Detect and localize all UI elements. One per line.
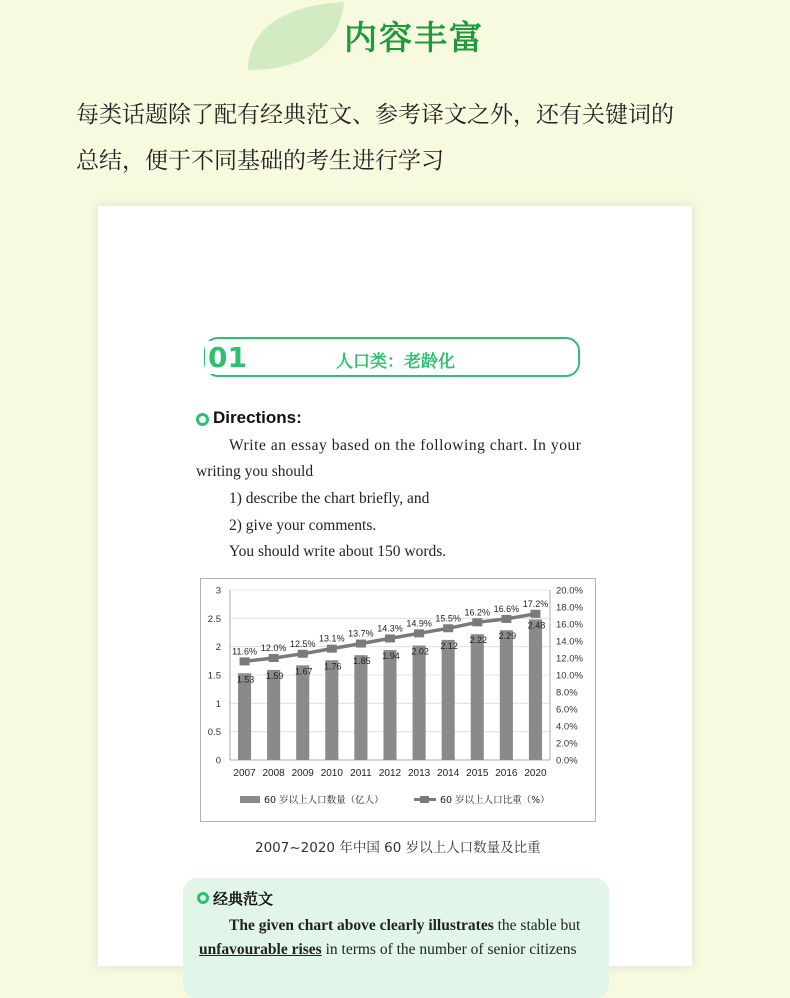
ratio-data-label: 14.9% — [406, 618, 432, 629]
bar-data-label: 1.85 — [353, 656, 371, 667]
leaf-icon — [244, 0, 348, 70]
y2-tick-label: 18.0% — [556, 602, 583, 614]
intro-text — [76, 92, 716, 184]
legend-bar-label: 60 岁以上人口数量（亿人） — [264, 795, 384, 806]
ratio-marker — [472, 618, 482, 626]
bar-data-label: 2.48 — [527, 620, 546, 631]
essay-text-1: the stable but — [493, 917, 581, 934]
population-chart — [200, 578, 596, 822]
y-tick-label: 3 — [215, 585, 221, 597]
x-tick-label: 2007 — [233, 768, 256, 779]
directions-line-2: writing you should — [196, 463, 314, 480]
ratio-marker — [327, 645, 337, 653]
directions-line-3: 1) describe the chart briefly, and — [229, 490, 430, 507]
bar-data-label: 1.67 — [294, 666, 313, 677]
y-tick-label: 2.5 — [207, 613, 221, 625]
ratio-data-label: 13.1% — [319, 633, 345, 644]
legend-line-label: 60 岁以上人口比重（%） — [440, 795, 550, 806]
legend-bar-swatch — [240, 796, 260, 803]
y2-tick-label: 4.0% — [556, 721, 578, 733]
bar-data-label: 2.02 — [411, 646, 429, 657]
directions-heading: Directions: — [213, 408, 302, 427]
x-tick-label: 2016 — [495, 768, 518, 779]
intro-line-1: 每类话题除了配有经典范文、参考译文之外，还有关键词的 — [76, 102, 674, 128]
x-tick-label: 2011 — [350, 768, 372, 779]
bar — [296, 665, 309, 760]
ratio-marker — [298, 650, 308, 658]
essay-bold-2: unfavourable rises — [199, 941, 322, 958]
x-tick-label: 2015 — [466, 768, 489, 779]
directions-line-4: 2) give your comments. — [229, 517, 377, 534]
ratio-marker — [443, 624, 453, 632]
y2-tick-label: 6.0% — [556, 704, 578, 716]
bar — [500, 630, 513, 760]
ratio-data-label: 12.0% — [260, 643, 287, 653]
bar — [471, 634, 484, 760]
y-tick-label: 2 — [215, 642, 221, 654]
legend-line-marker — [420, 796, 429, 803]
bar-data-label: 2.12 — [440, 640, 458, 651]
bar — [383, 650, 396, 760]
x-tick-label: 2020 — [524, 768, 547, 779]
directions-line-1: Write an essay based on the following chart. In your — [229, 437, 582, 454]
ratio-marker — [501, 615, 511, 623]
y2-tick-label: 2.0% — [556, 738, 578, 750]
essay-bold-1: The given chart above clearly illustrates — [229, 917, 494, 934]
bar-data-label: 1.94 — [382, 651, 400, 662]
sample-essay-box — [183, 878, 609, 998]
page-title: 内容丰富 — [344, 18, 484, 57]
x-tick-label: 2013 — [407, 768, 431, 779]
bar — [413, 646, 426, 760]
ratio-data-label: 11.6% — [232, 646, 257, 657]
ratio-data-label: 13.7% — [348, 628, 374, 639]
topic-number: 01 — [205, 341, 250, 374]
y-tick-label: 1.5 — [207, 670, 221, 682]
directions-line-5: You should write about 150 words. — [229, 543, 447, 560]
y2-tick-label: 0.0% — [556, 755, 578, 767]
ratio-data-label: 14.3% — [377, 623, 403, 634]
ratio-marker — [269, 654, 279, 662]
topic-banner — [204, 337, 580, 377]
sample-essay-text — [199, 914, 599, 962]
bar — [238, 673, 251, 760]
ratio-marker — [385, 634, 395, 642]
ratio-data-label: 16.6% — [493, 603, 520, 614]
bar — [442, 640, 455, 760]
bullet-icon — [196, 413, 209, 426]
bar-data-label: 1.59 — [265, 670, 284, 681]
ratio-data-label: 12.5% — [289, 638, 316, 649]
x-tick-label: 2008 — [262, 768, 285, 779]
x-tick-label: 2010 — [320, 768, 343, 779]
ratio-marker — [414, 629, 424, 637]
bar — [354, 655, 367, 760]
ratio-data-label: 17.2% — [522, 598, 549, 609]
y2-tick-label: 8.0% — [556, 687, 578, 699]
y-tick-label: 1 — [215, 698, 221, 710]
ratio-data-label: 16.2% — [464, 607, 491, 618]
x-tick-label: 2014 — [437, 768, 460, 779]
ratio-marker — [240, 657, 250, 665]
x-tick-label: 2012 — [378, 768, 402, 779]
y2-tick-label: 14.0% — [556, 636, 583, 648]
bar-data-label: 1.76 — [324, 661, 342, 672]
intro-line-2: 总结，便于不同基础的考生进行学习 — [76, 148, 444, 174]
y2-tick-label: 20.0% — [556, 585, 583, 597]
essay-text-2: in terms of the number of senior citizens — [321, 941, 577, 958]
ratio-marker — [530, 610, 540, 618]
ratio-marker — [356, 640, 366, 648]
book-page — [98, 206, 692, 966]
bar — [267, 670, 280, 760]
bar-data-label: 2.22 — [469, 635, 488, 646]
ratio-data-label: 15.5% — [435, 613, 461, 624]
bar-data-label: 1.53 — [236, 674, 255, 685]
bar — [325, 660, 338, 760]
y-tick-label: 0 — [215, 755, 221, 767]
y2-tick-label: 10.0% — [556, 670, 583, 682]
bar — [529, 619, 542, 760]
x-tick-label: 2009 — [291, 768, 314, 779]
y2-tick-label: 16.0% — [556, 619, 583, 631]
y2-tick-label: 12.0% — [556, 653, 583, 665]
y-tick-label: 0.5 — [207, 727, 221, 739]
topic-label: 人口类：老龄化 — [336, 352, 455, 372]
sample-essay-heading: 经典范文 — [213, 890, 274, 908]
bar-data-label: 2.29 — [498, 631, 517, 642]
chart-caption: 2007~2020 年中国 60 岁以上人口数量及比重 — [255, 840, 541, 856]
bullet-icon — [197, 892, 209, 904]
